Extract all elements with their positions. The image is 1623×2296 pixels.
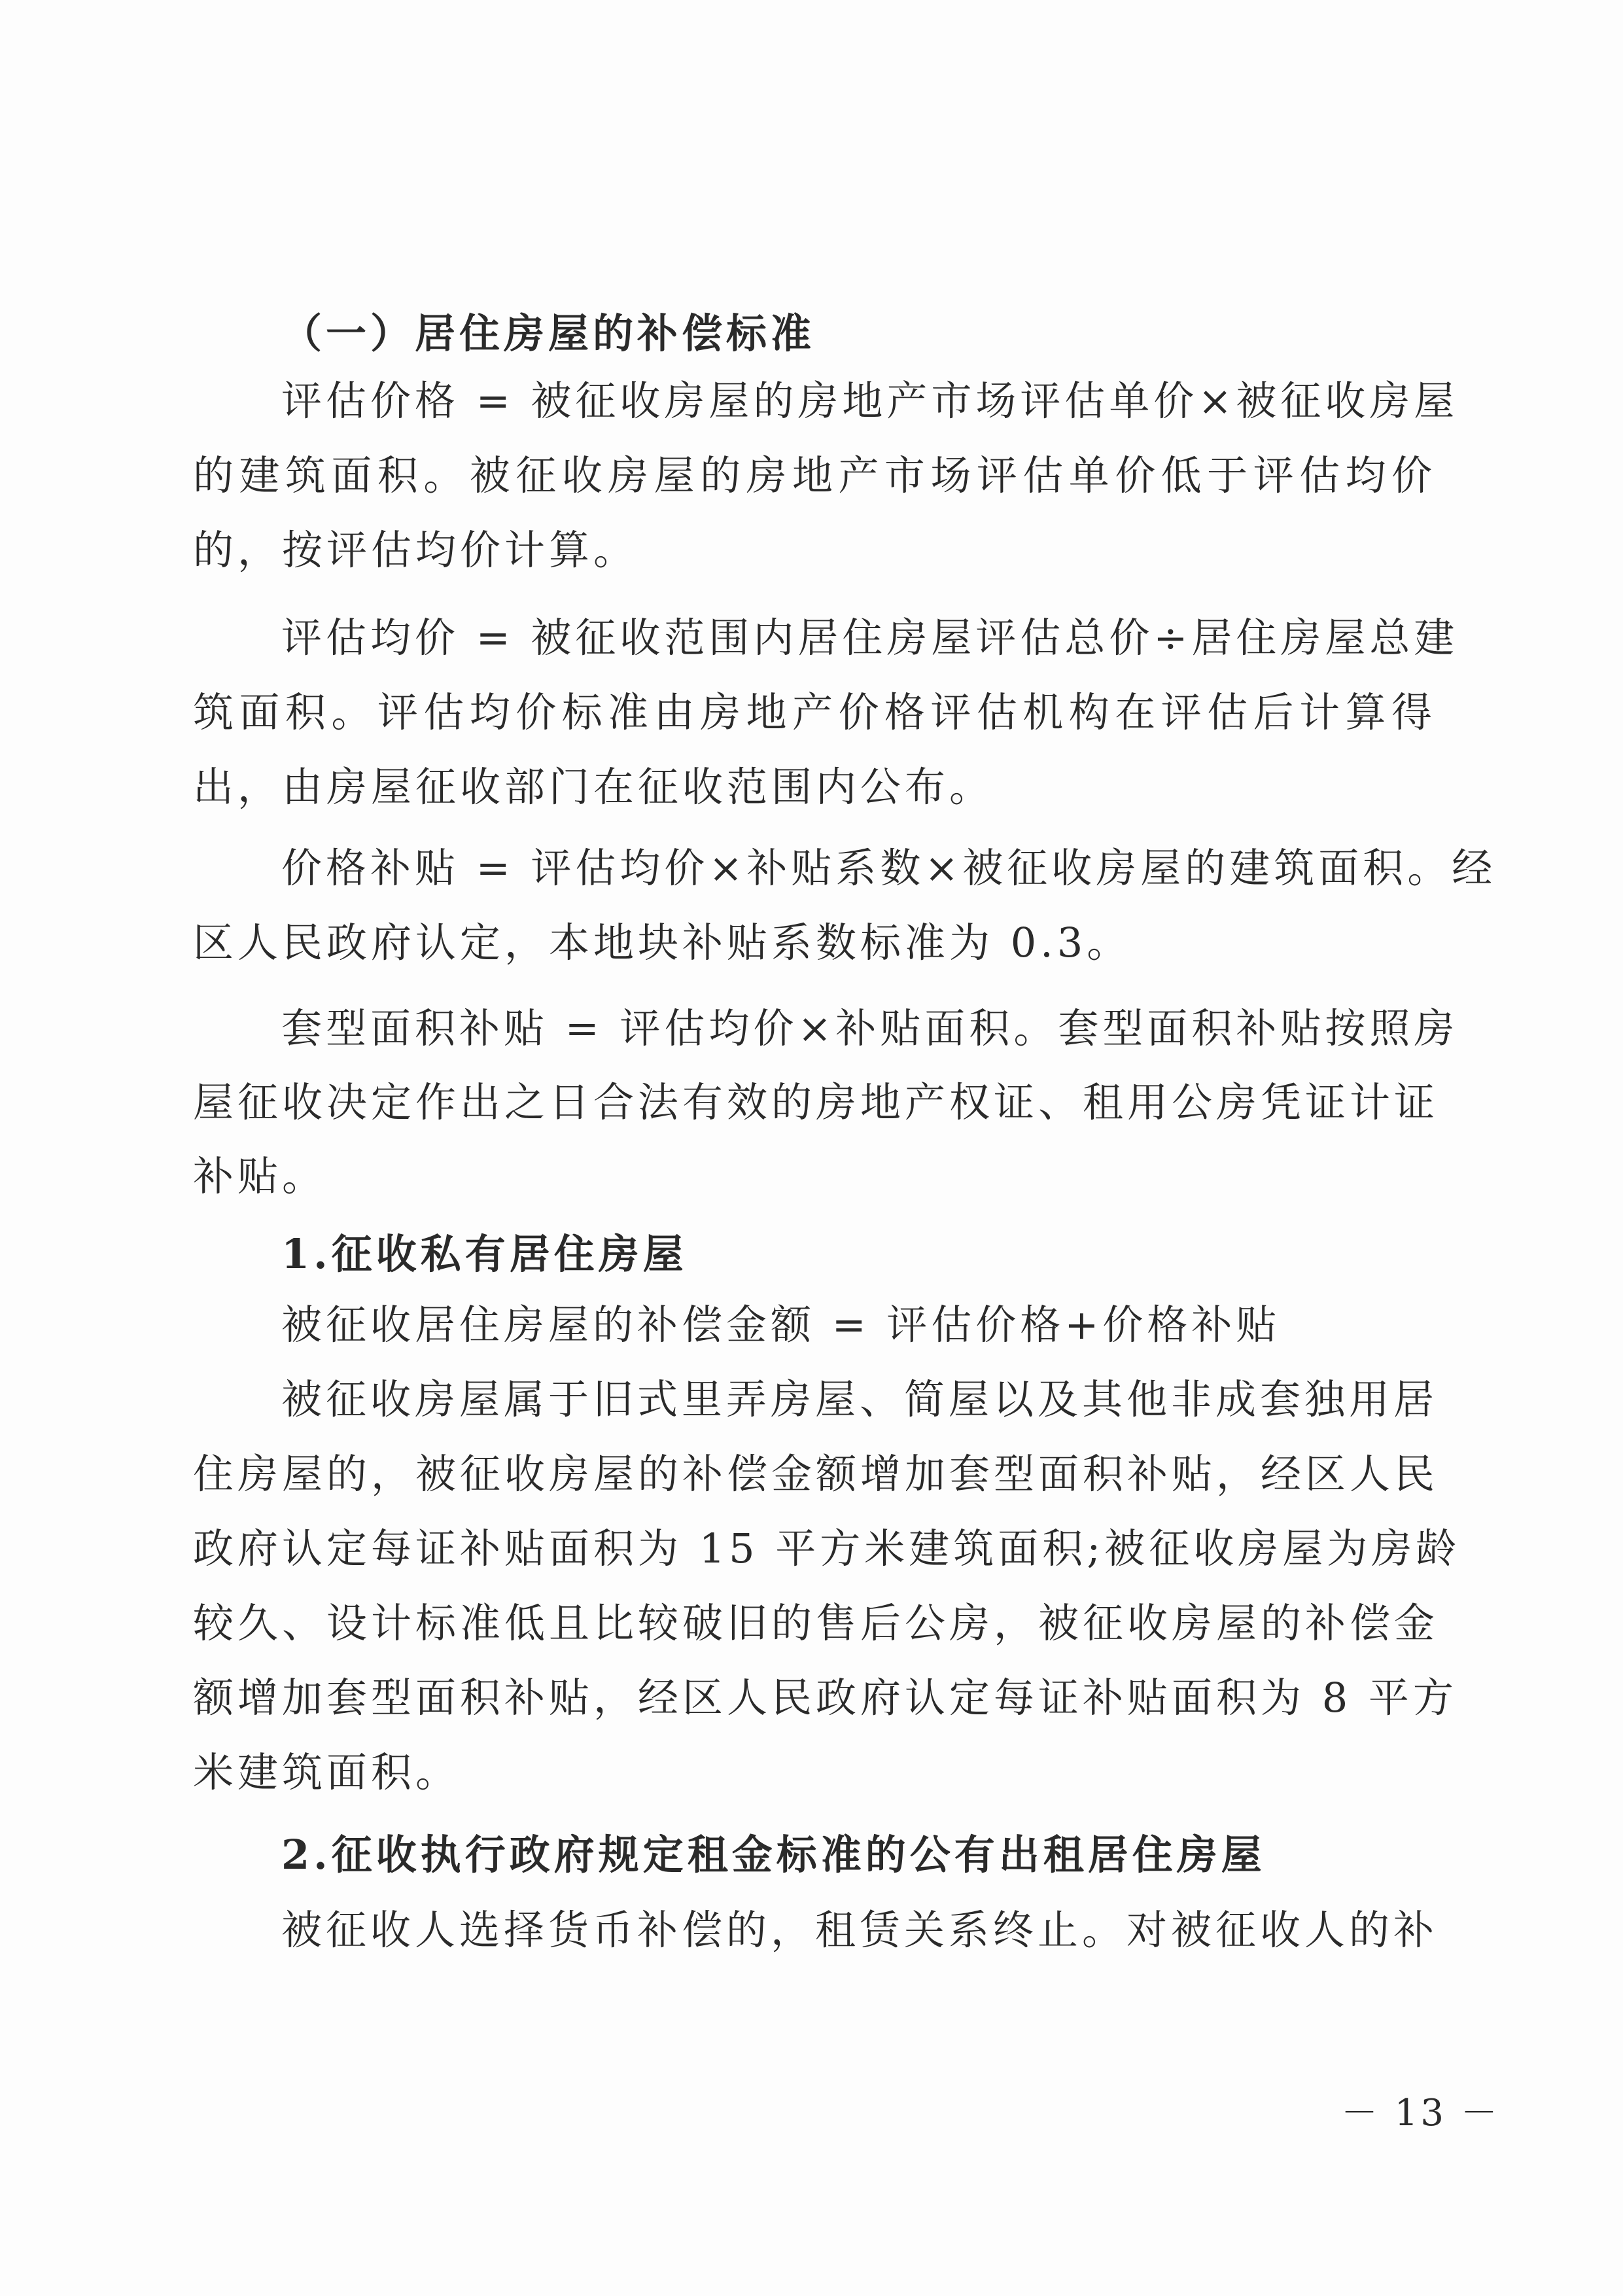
subsection-heading: 1.征收私有居住房屋: [281, 1230, 688, 1278]
paragraph-line: 屋征收决定作出之日合法有效的房地产权证、租用公房凭证计证: [193, 1078, 1439, 1126]
paragraph-line: 较久、设计标准低且比较破旧的售后公房，被征收房屋的补偿金: [193, 1599, 1439, 1647]
paragraph-line: 被征收人选择货币补偿的，租赁关系终止。对被征收人的补: [281, 1906, 1439, 1954]
paragraph-line: 米建筑面积。: [193, 1748, 461, 1796]
paragraph-line: 政府认定每证补贴面积为 15 平方米建筑面积;被征收房屋为房龄: [193, 1525, 1461, 1572]
section-heading: （一）居住房屋的补偿标准: [281, 309, 816, 357]
paragraph-line: 出，由房屋征收部门在征收范围内公布。: [193, 763, 994, 811]
paragraph-line: 的建筑面积。被征收房屋的房地产市场评估单价低于评估均价: [193, 451, 1436, 499]
paragraph-line: 评估均价 = 被征收范围内居住房屋评估总价÷居住房屋总建: [281, 614, 1459, 662]
paragraph-line: 住房屋的，被征收房屋的补偿金额增加套型面积补贴，经区人民: [193, 1450, 1439, 1498]
paragraph-line: 补贴。: [193, 1152, 327, 1200]
page-number: － 13 －: [1341, 2092, 1500, 2134]
subsection-heading: 2.征收执行政府规定租金标准的公有出租居住房屋: [281, 1831, 1266, 1879]
paragraph-line: 评估价格 = 被征收房屋的房地产市场评估单价×被征收房屋: [281, 377, 1459, 425]
paragraph-line: 区人民政府认定，本地块补贴系数标准为 0.3。: [193, 919, 1132, 966]
paragraph-line: 的，按评估均价计算。: [193, 526, 638, 574]
paragraph-line: 额增加套型面积补贴，经区人民政府认定每证补贴面积为 8 平方: [193, 1674, 1457, 1722]
paragraph-line: 价格补贴 = 评估均价×补贴系数×被征收房屋的建筑面积。经: [281, 844, 1497, 892]
paragraph-line: 被征收居住房屋的补偿金额 = 评估价格+价格补贴: [281, 1301, 1281, 1349]
paragraph-line: 被征收房屋属于旧式里弄房屋、简屋以及其他非成套独用居: [281, 1375, 1439, 1423]
paragraph-line: 套型面积补贴 = 评估均价×补贴面积。套型面积补贴按照房: [281, 1004, 1459, 1052]
paragraph-line: 筑面积。评估均价标准由房地产价格评估机构在评估后计算得: [193, 688, 1436, 736]
